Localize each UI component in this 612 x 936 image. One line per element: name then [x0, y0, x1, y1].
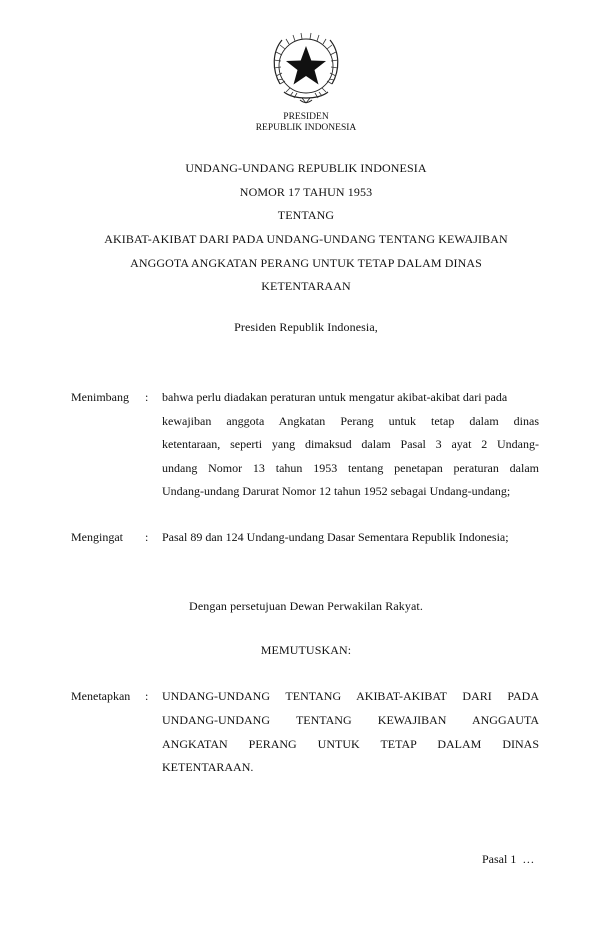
title-line-3: TENTANG — [277, 208, 335, 222]
menimbang-line-1: bahwa perlu diadakan peraturan untuk mengatur akibat-akibat dari pada — [162, 390, 508, 404]
menetapkan-label: Menetapkan — [71, 689, 131, 703]
menimbang-line-4: undang Nomor 13 tahun 1953 tentang penetapan peraturan dalam — [162, 461, 539, 475]
title-line-6: KETENTARAAN — [261, 279, 351, 293]
persetujuan-line: Dengan persetujuan Dewan Perwakilan Rakyat. — [189, 599, 423, 613]
menetapkan-line-1: UNDANG-UNDANG TENTANG AKIBAT-AKIBAT DARI PADA — [162, 689, 539, 703]
memutuskan-heading: MEMUTUSKAN: — [260, 643, 352, 657]
menetapkan-line-2: UNDANG-UNDANG TENTANG KEWAJIBAN ANGGAUTA — [162, 713, 539, 727]
next-page-reference: Pasal 1 … — [482, 852, 535, 866]
header-republik-indonesia: REPUBLIK INDONESIA — [255, 123, 357, 133]
menimbang-label: Menimbang — [71, 390, 129, 404]
title-line-2: NOMOR 17 TAHUN 1953 — [239, 185, 373, 199]
title-line-5: ANGGOTA ANGKATAN PERANG UNTUK TETAP DALAM DINAS — [130, 256, 482, 270]
menetapkan-line-4: KETENTARAAN. — [162, 760, 254, 774]
menimbang-line-2: kewajiban anggota Angkatan Perang untuk tetap dalam dinas — [162, 414, 539, 428]
menetapkan-colon: : — [145, 689, 149, 703]
menetapkan-line-3: ANGKATAN PERANG UNTUK TETAP DALAM DINAS — [162, 737, 539, 751]
title-line-1: UNDANG-UNDANG REPUBLIK INDONESIA — [185, 161, 427, 175]
menimbang-line-3: ketentaraan, seperti yang dimaksud dalam Pasal 3 ayat 2 Undang- — [162, 437, 539, 451]
mengingat-label: Mengingat — [71, 530, 123, 544]
title-line-4: AKIBAT-AKIBAT DARI PADA UNDANG-UNDANG TENTANG KEWAJIBAN — [104, 232, 508, 246]
header-presiden: PRESIDEN — [283, 112, 329, 122]
mengingat-text: Pasal 89 dan 124 Undang-undang Dasar Sementara Republik Indonesia; — [162, 530, 509, 544]
presidential-emblem-icon — [266, 26, 346, 108]
menimbang-line-5: Undang-undang Darurat Nomor 12 tahun 1952 sebagai Undang-undang; — [162, 484, 511, 498]
opening-line: Presiden Republik Indonesia, — [234, 320, 378, 334]
mengingat-colon: : — [145, 530, 149, 544]
menimbang-colon: : — [145, 390, 149, 404]
